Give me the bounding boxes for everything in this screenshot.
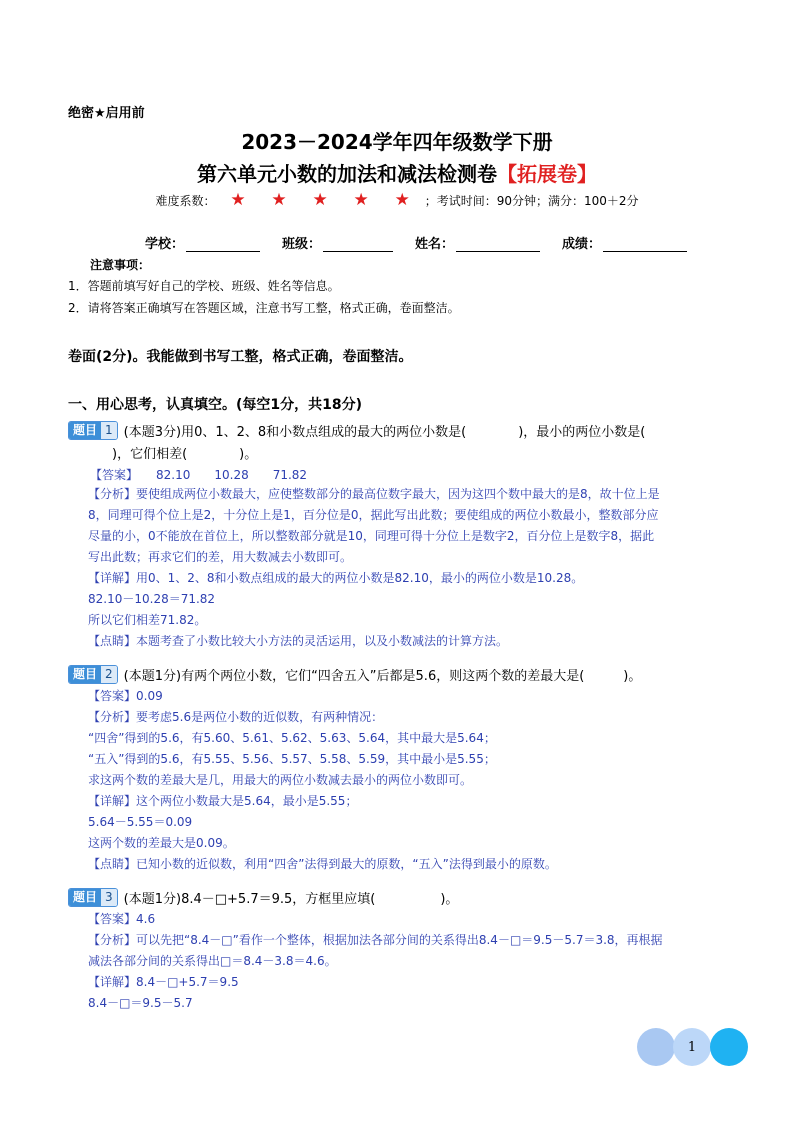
- analysis-line: 【分析】可以先把“8.4－□”看作一个整体，根据加法各部分间的关系得出8.4－□＝9.5－5.7＝3.8，再根据: [88, 933, 663, 947]
- school-field[interactable]: [145, 233, 260, 252]
- detail-line: 8.4－□＝9.5－5.7: [88, 996, 193, 1010]
- analysis: [88, 484, 728, 652]
- detail-line: 【详解】用0、1、2、8和小数点组成的最大的两位小数是82.10，最小的两位小数是10.28。: [88, 571, 584, 585]
- difficulty-label: 难度系数：: [155, 194, 216, 208]
- analysis: [88, 909, 728, 1014]
- tip-line: 【点睛】本题考查了小数比较大小方法的灵活运用，以及小数减法的计算方法。: [88, 634, 509, 648]
- star-icon: ★: [312, 190, 328, 210]
- analysis-line: 减法各部分间的关系得出□＝8.4－3.8＝4.6。: [88, 954, 337, 968]
- exam-info: ；考试时间：90分钟；满分：100＋2分: [424, 194, 639, 208]
- detail-line: 所以它们相差71.82。: [88, 613, 207, 627]
- field-blank[interactable]: [603, 237, 687, 252]
- question-3: [68, 888, 458, 907]
- subtitle-tag: 【拓展卷】: [497, 162, 597, 186]
- secret-label: 绝密★启用前: [68, 106, 145, 121]
- analysis-line: 求这两个数的差最大是几，用最大的两位小数减去最小的两位小数即可。: [88, 773, 473, 787]
- star-icon: ★: [271, 190, 287, 210]
- question-text: (本题3分)用0、1、2、8和小数点组成的最大的两位小数是( )，最小的两位小数是(: [123, 425, 646, 440]
- star-icon: ★: [353, 190, 369, 210]
- footer-circle-left: [637, 1028, 675, 1066]
- subtitle-main: 第六单元小数的加法和减法检测卷: [197, 162, 497, 186]
- question-badge: 题目 2: [68, 665, 118, 684]
- question-text: (本题1分)8.4－□+5.7＝9.5，方框里应填( )。: [123, 892, 459, 907]
- neatness-statement: 卷面(2分)。我能做到书写工整，格式正确，卷面整洁。: [68, 349, 413, 365]
- question-2: [68, 665, 641, 684]
- star-icon: ★: [230, 190, 246, 210]
- analysis: [88, 686, 728, 875]
- question-text-cont: )，它们相差( )。: [86, 447, 258, 462]
- analysis-line: 【分析】要使组成两位小数最大，应使整数部分的最高位数字最大，因为这四个数中最大的是8，故十位上是: [88, 487, 660, 501]
- page-subtitle: [0, 158, 794, 187]
- field-blank[interactable]: [186, 237, 260, 252]
- field-label: 学校：: [145, 237, 185, 252]
- page-number: 1: [687, 1039, 697, 1055]
- info-fields: [145, 233, 709, 252]
- analysis-line: “四舍”得到的5.6，有5.60、5.61、5.62、5.63、5.64，其中最大是5.64；: [88, 731, 496, 745]
- question-badge: 题目 1: [68, 421, 118, 440]
- analysis-line: 【分析】要考虑5.6是两位小数的近似数，有两种情况：: [88, 710, 384, 724]
- class-field[interactable]: [282, 233, 393, 252]
- analysis-line: 写出此数；再求它们的差，用大数减去小数即可。: [88, 550, 353, 564]
- name-field[interactable]: [415, 233, 540, 252]
- field-blank[interactable]: [456, 237, 540, 252]
- analysis-line: “五入”得到的5.6，有5.55、5.56、5.57、5.58、5.59，其中最小是5.55；: [88, 752, 496, 766]
- notice-item: 1．答题前填写好自己的学校、班级、姓名等信息。: [68, 279, 340, 293]
- detail-line: 这两个数的差最大是0.09。: [88, 836, 235, 850]
- page-title: 2023－2024学年四年级数学下册: [241, 130, 553, 154]
- detail-line: 【详解】8.4－□+5.7＝9.5: [88, 975, 239, 989]
- answer: 【答案】4.6: [88, 912, 156, 926]
- field-blank[interactable]: [323, 237, 393, 252]
- analysis-line: 尽量的小，0不能放在首位上，所以整数部分就是10，同理可得十分位上是数字2，百分位上是数字8，据此: [88, 529, 655, 543]
- footer-circle-right: [710, 1028, 748, 1066]
- detail-line: 【详解】这个两位小数最大是5.64，最小是5.55；: [88, 794, 358, 808]
- tip-line: 【点睛】已知小数的近似数，利用“四舍”法得到最大的原数，“五入”法得到最小的原数。: [88, 857, 557, 871]
- question-badge: 题目 3: [68, 888, 118, 907]
- notice-heading: 注意事项：: [90, 258, 151, 272]
- page-number-circle: [673, 1028, 711, 1066]
- detail-line: 82.10－10.28＝71.82: [88, 592, 216, 606]
- star-icon: ★: [394, 190, 410, 210]
- question-text: (本题1分)有两个两位小数，它们“四舍五入”后都是5.6，则这两个数的差最大是( )。: [123, 669, 642, 684]
- section-heading: 一、用心思考，认真填空。(每空1分，共18分): [68, 397, 363, 413]
- analysis-line: 8，同理可得个位上是2，十分位上是1，百分位是0，据此写出此数；要使组成的两位小数最小，整数部分应: [88, 508, 659, 522]
- exam-meta: [0, 190, 794, 210]
- field-label: 成绩：: [562, 237, 602, 252]
- notice-item: 2．请将答案正确填写在答题区域，注意书写工整，格式正确，卷面整洁。: [68, 301, 460, 315]
- question-1: [68, 421, 645, 440]
- answer: 【答案】 82.10 10.28 71.82: [90, 468, 308, 482]
- field-label: 班级：: [282, 237, 322, 252]
- field-label: 姓名：: [415, 237, 455, 252]
- score-field[interactable]: [562, 233, 687, 252]
- answer: 【答案】0.09: [88, 689, 163, 703]
- detail-line: 5.64－5.55＝0.09: [88, 815, 193, 829]
